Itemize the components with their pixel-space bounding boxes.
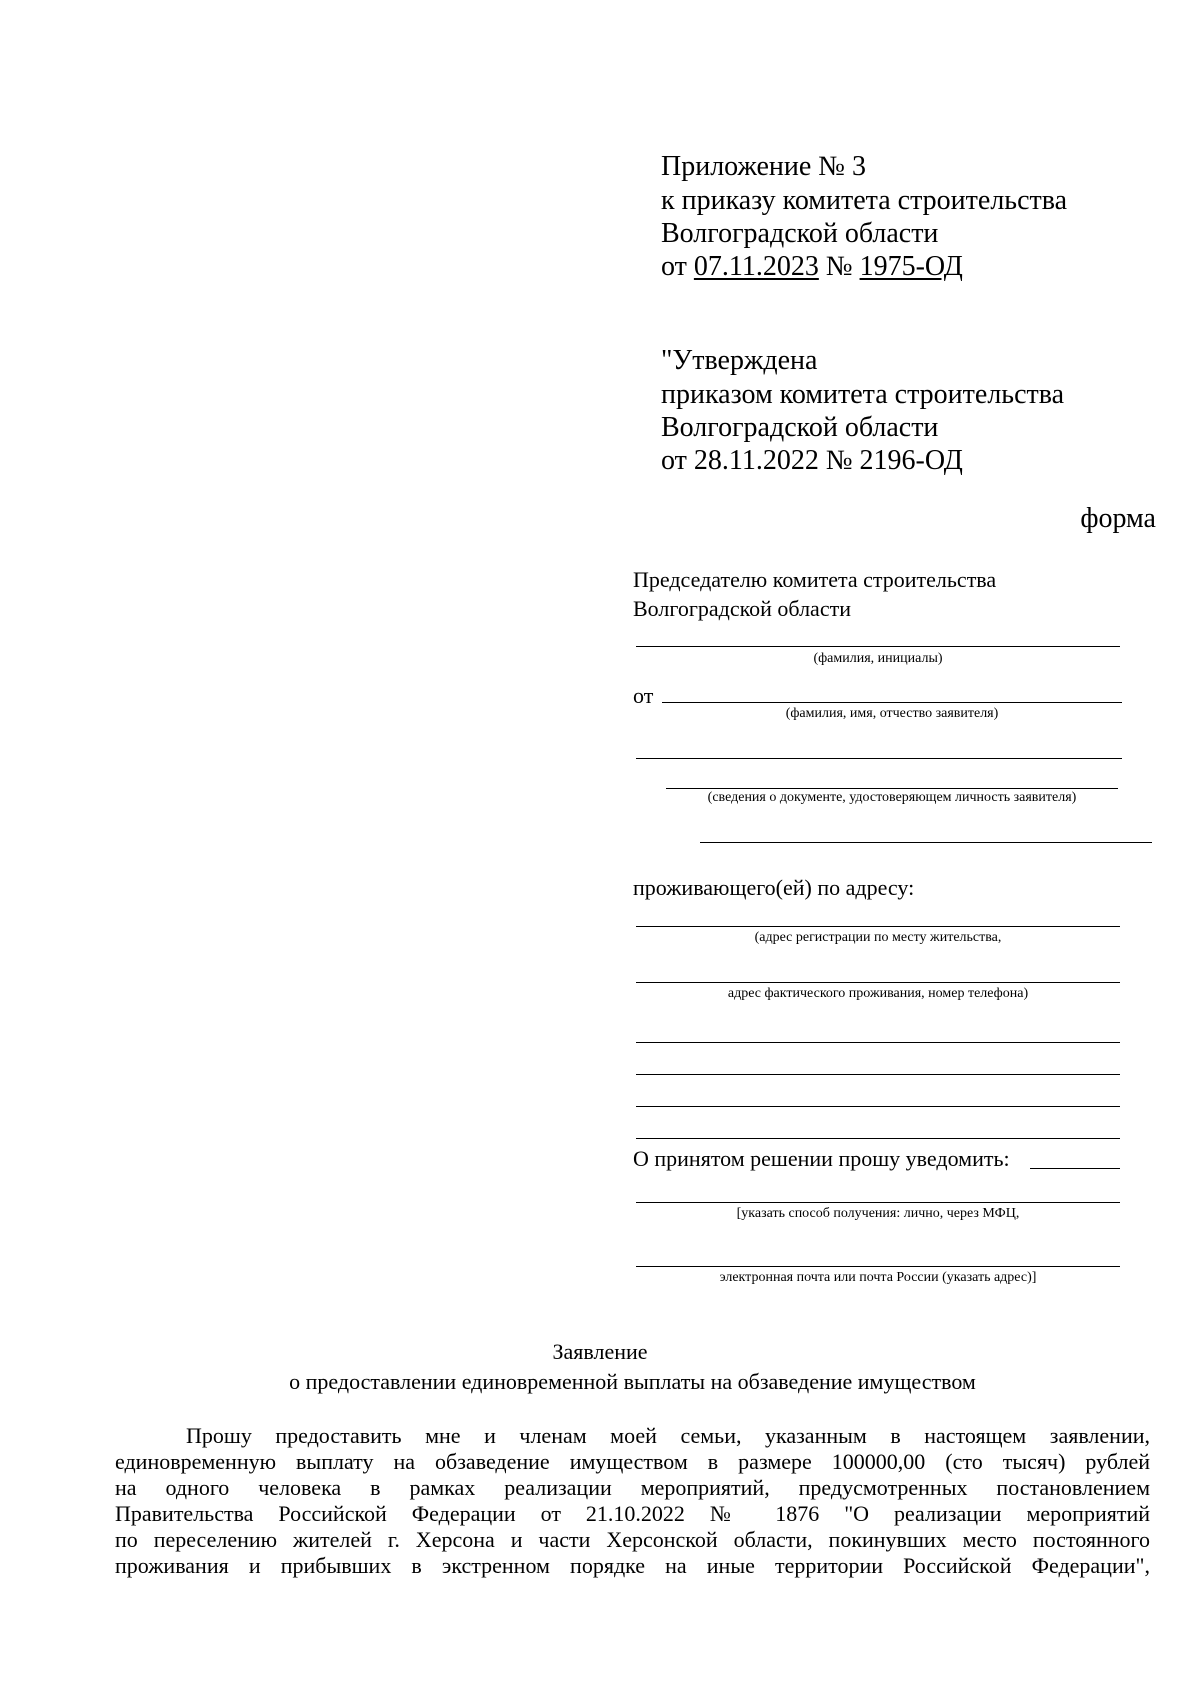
caption-method-2: электронная почта или почта России (указать адрес)] <box>719 1270 1037 1285</box>
statement-line-4: Правительства Российской Федерации от 21.10.2022 № 1876 "О реализации мероприятий <box>115 1501 1150 1526</box>
appendix-date: 07.11.2023 <box>693 251 819 282</box>
statement-line-2: единовременную выплату на обзаведение имуществом в размере 100000,00 (сто тысяч) рублей <box>115 1449 1150 1474</box>
document-input-line-2[interactable] <box>666 788 1118 789</box>
actual-address-input-line[interactable] <box>636 982 1120 983</box>
statement-subtitle: о предоставлении единовременной выплаты на обзаведение имуществом <box>289 1369 976 1394</box>
residing-label: проживающего(ей) по адресу: <box>633 875 915 900</box>
approved-title: "Утверждена <box>661 345 818 376</box>
caption-document: (сведения о документе, удостоверяющем личность заявителя) <box>707 790 1077 805</box>
caption-registration: (адрес регистрации по месту жительства, <box>754 930 1002 945</box>
appendix-date-line <box>661 250 963 283</box>
appendix-title: Приложение № 3 <box>661 151 866 182</box>
notify-input-line-2[interactable] <box>636 1266 1120 1267</box>
registration-address-input-line[interactable] <box>636 926 1120 927</box>
addressee-line-2: Волгоградской области <box>633 596 851 621</box>
statement-title: Заявление <box>552 1339 648 1364</box>
document-input-line-1[interactable] <box>636 758 1122 759</box>
caption-initials: (фамилия, инициалы) <box>813 651 943 666</box>
full-name-input-line[interactable] <box>662 702 1122 703</box>
statement-line-1: Прошу предоставить мне и членам моей семьи, указанным в настоящем заявлении, <box>186 1423 1150 1448</box>
extra-input-line-4[interactable] <box>636 1138 1120 1139</box>
statement-line-6: проживания и прибывших в экстренном порядке на иные территории Российской Федерации", <box>115 1553 1150 1578</box>
initials-input-line[interactable] <box>636 646 1120 647</box>
caption-full-name: (фамилия, имя, отчество заявителя) <box>785 706 999 721</box>
approved-line-3: от 28.11.2022 № 2196-ОД <box>661 445 963 476</box>
notify-input-line-inline[interactable] <box>1030 1168 1120 1169</box>
addressee-line-1: Председателю комитета строительства <box>633 567 997 592</box>
document-input-line-3[interactable] <box>700 842 1152 843</box>
caption-actual: адрес фактического проживания, номер телефона) <box>727 986 1029 1001</box>
approved-line-1: приказом комитета строительства <box>661 379 1065 410</box>
form-label: форма <box>1080 503 1156 534</box>
appendix-line-1: к приказу комитета строительства <box>661 185 1068 216</box>
from-label: от <box>633 683 654 708</box>
notify-label: О принятом решении прошу уведомить: <box>633 1146 1010 1171</box>
extra-input-line-3[interactable] <box>636 1106 1120 1107</box>
statement-line-3: на одного человека в рамках реализации мероприятий, предусмотренных постановлением <box>115 1475 1150 1500</box>
extra-input-line-1[interactable] <box>636 1042 1120 1043</box>
appendix-number-prefix: № <box>825 251 853 282</box>
statement-line-5: по переселению жителей г. Херсона и части Херсонской области, покинувших место постоянного <box>115 1527 1150 1552</box>
caption-method: [указать способ получения: лично, через МФЦ, <box>736 1206 1020 1221</box>
appendix-number: 1975-ОД <box>859 251 963 282</box>
appendix-line-2: Волгоградской области <box>661 218 939 249</box>
notify-input-line-1[interactable] <box>636 1202 1120 1203</box>
extra-input-line-2[interactable] <box>636 1074 1120 1075</box>
appendix-from-prefix: от <box>661 251 687 282</box>
approved-line-2: Волгоградской области <box>661 412 939 443</box>
